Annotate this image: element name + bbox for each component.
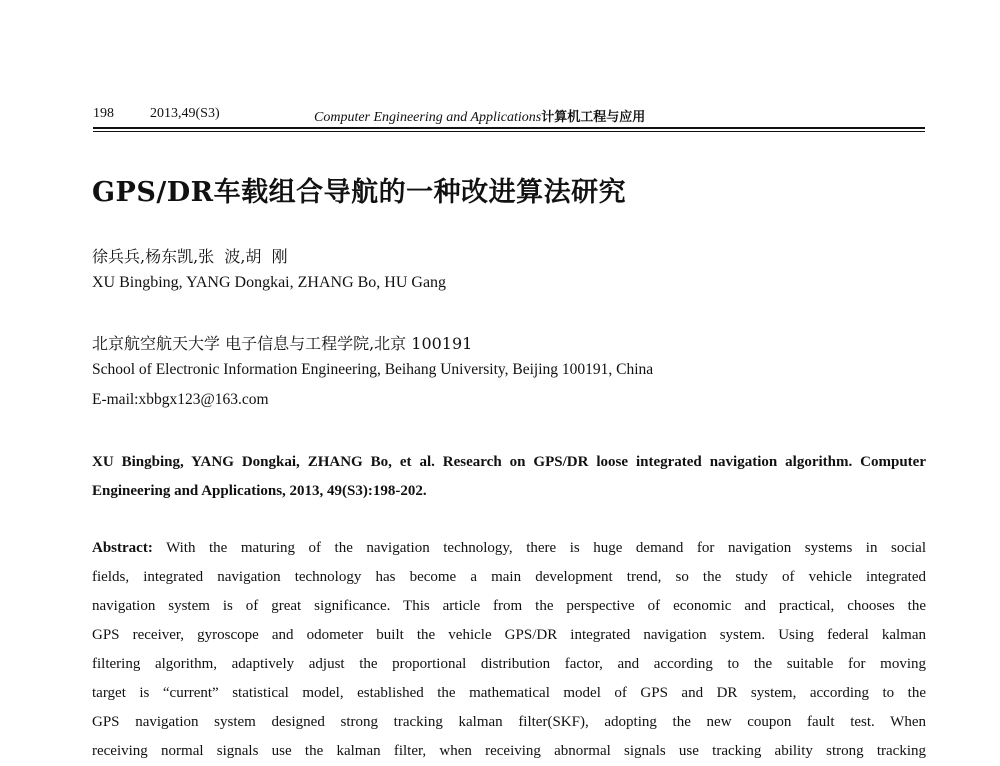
header-rule-thick (93, 127, 925, 129)
journal-name (314, 106, 645, 126)
journal-name-cn: 计算机工程与应用 (541, 110, 646, 125)
abstract-line: target is “current” statistical model, established the mathematical model of GPS and DR system, according to the (92, 685, 926, 701)
affiliation-english: School of Electronic Information Engineering, Beihang University, Beijing 100191, China (92, 361, 654, 378)
authors-chinese: 徐兵兵,杨东凯,张 波,胡 刚 (92, 247, 288, 266)
journal-name-en: Computer Engineering and Applications (314, 110, 542, 125)
volume-issue: 2013,49(S3) (150, 106, 220, 121)
abstract-text: With the maturing of the navigation technology, there is huge demand for navigation systems in social (152, 540, 926, 556)
abstract-line: GPS receiver, gyroscope and odometer built the vehicle GPS/DR integrated navigation system. Using federal kalman (92, 627, 926, 643)
authors-english: XU Bingbing, YANG Dongkai, ZHANG Bo, HU Gang (92, 274, 447, 291)
abstract-line: filtering algorithm, adaptively adjust the proportional distribution factor, and according to the suitable for moving (92, 656, 926, 672)
abstract-label: Abstract: (92, 540, 153, 556)
abstract-line (92, 534, 926, 563)
running-header (93, 106, 925, 126)
abstract-line: GPS navigation system designed strong tracking kalman filter(SKF), adopting the new coupon fault test. When (92, 714, 926, 730)
page-number: 198 (93, 106, 114, 121)
header-rule-thin (93, 131, 925, 132)
abstract-line: fields, integrated navigation technology has become a main development trend, so the study of vehicle integrated (92, 569, 926, 585)
author-email: E-mail:xbbgx123@163.com (92, 391, 269, 408)
abstract-line: navigation system is of great significance. This article from the perspective of economic and practical, chooses the (92, 598, 926, 614)
abstract-line: receiving normal signals use the kalman filter, when receiving abnormal signals use tracking ability strong tracking (92, 743, 926, 759)
citation-block: XU Bingbing, YANG Dongkai, ZHANG Bo, et al. Research on GPS/DR loose integrated navigation algorithm. Computer Engineering and Applications, 2013, 49(S3):198-202. (92, 454, 926, 499)
abstract-block (92, 534, 926, 766)
affiliation-chinese: 北京航空航天大学 电子信息与工程学院,北京 100191 (92, 334, 473, 353)
paper-title: GPS/DR车载组合导航的一种改进算法研究 (92, 177, 627, 208)
